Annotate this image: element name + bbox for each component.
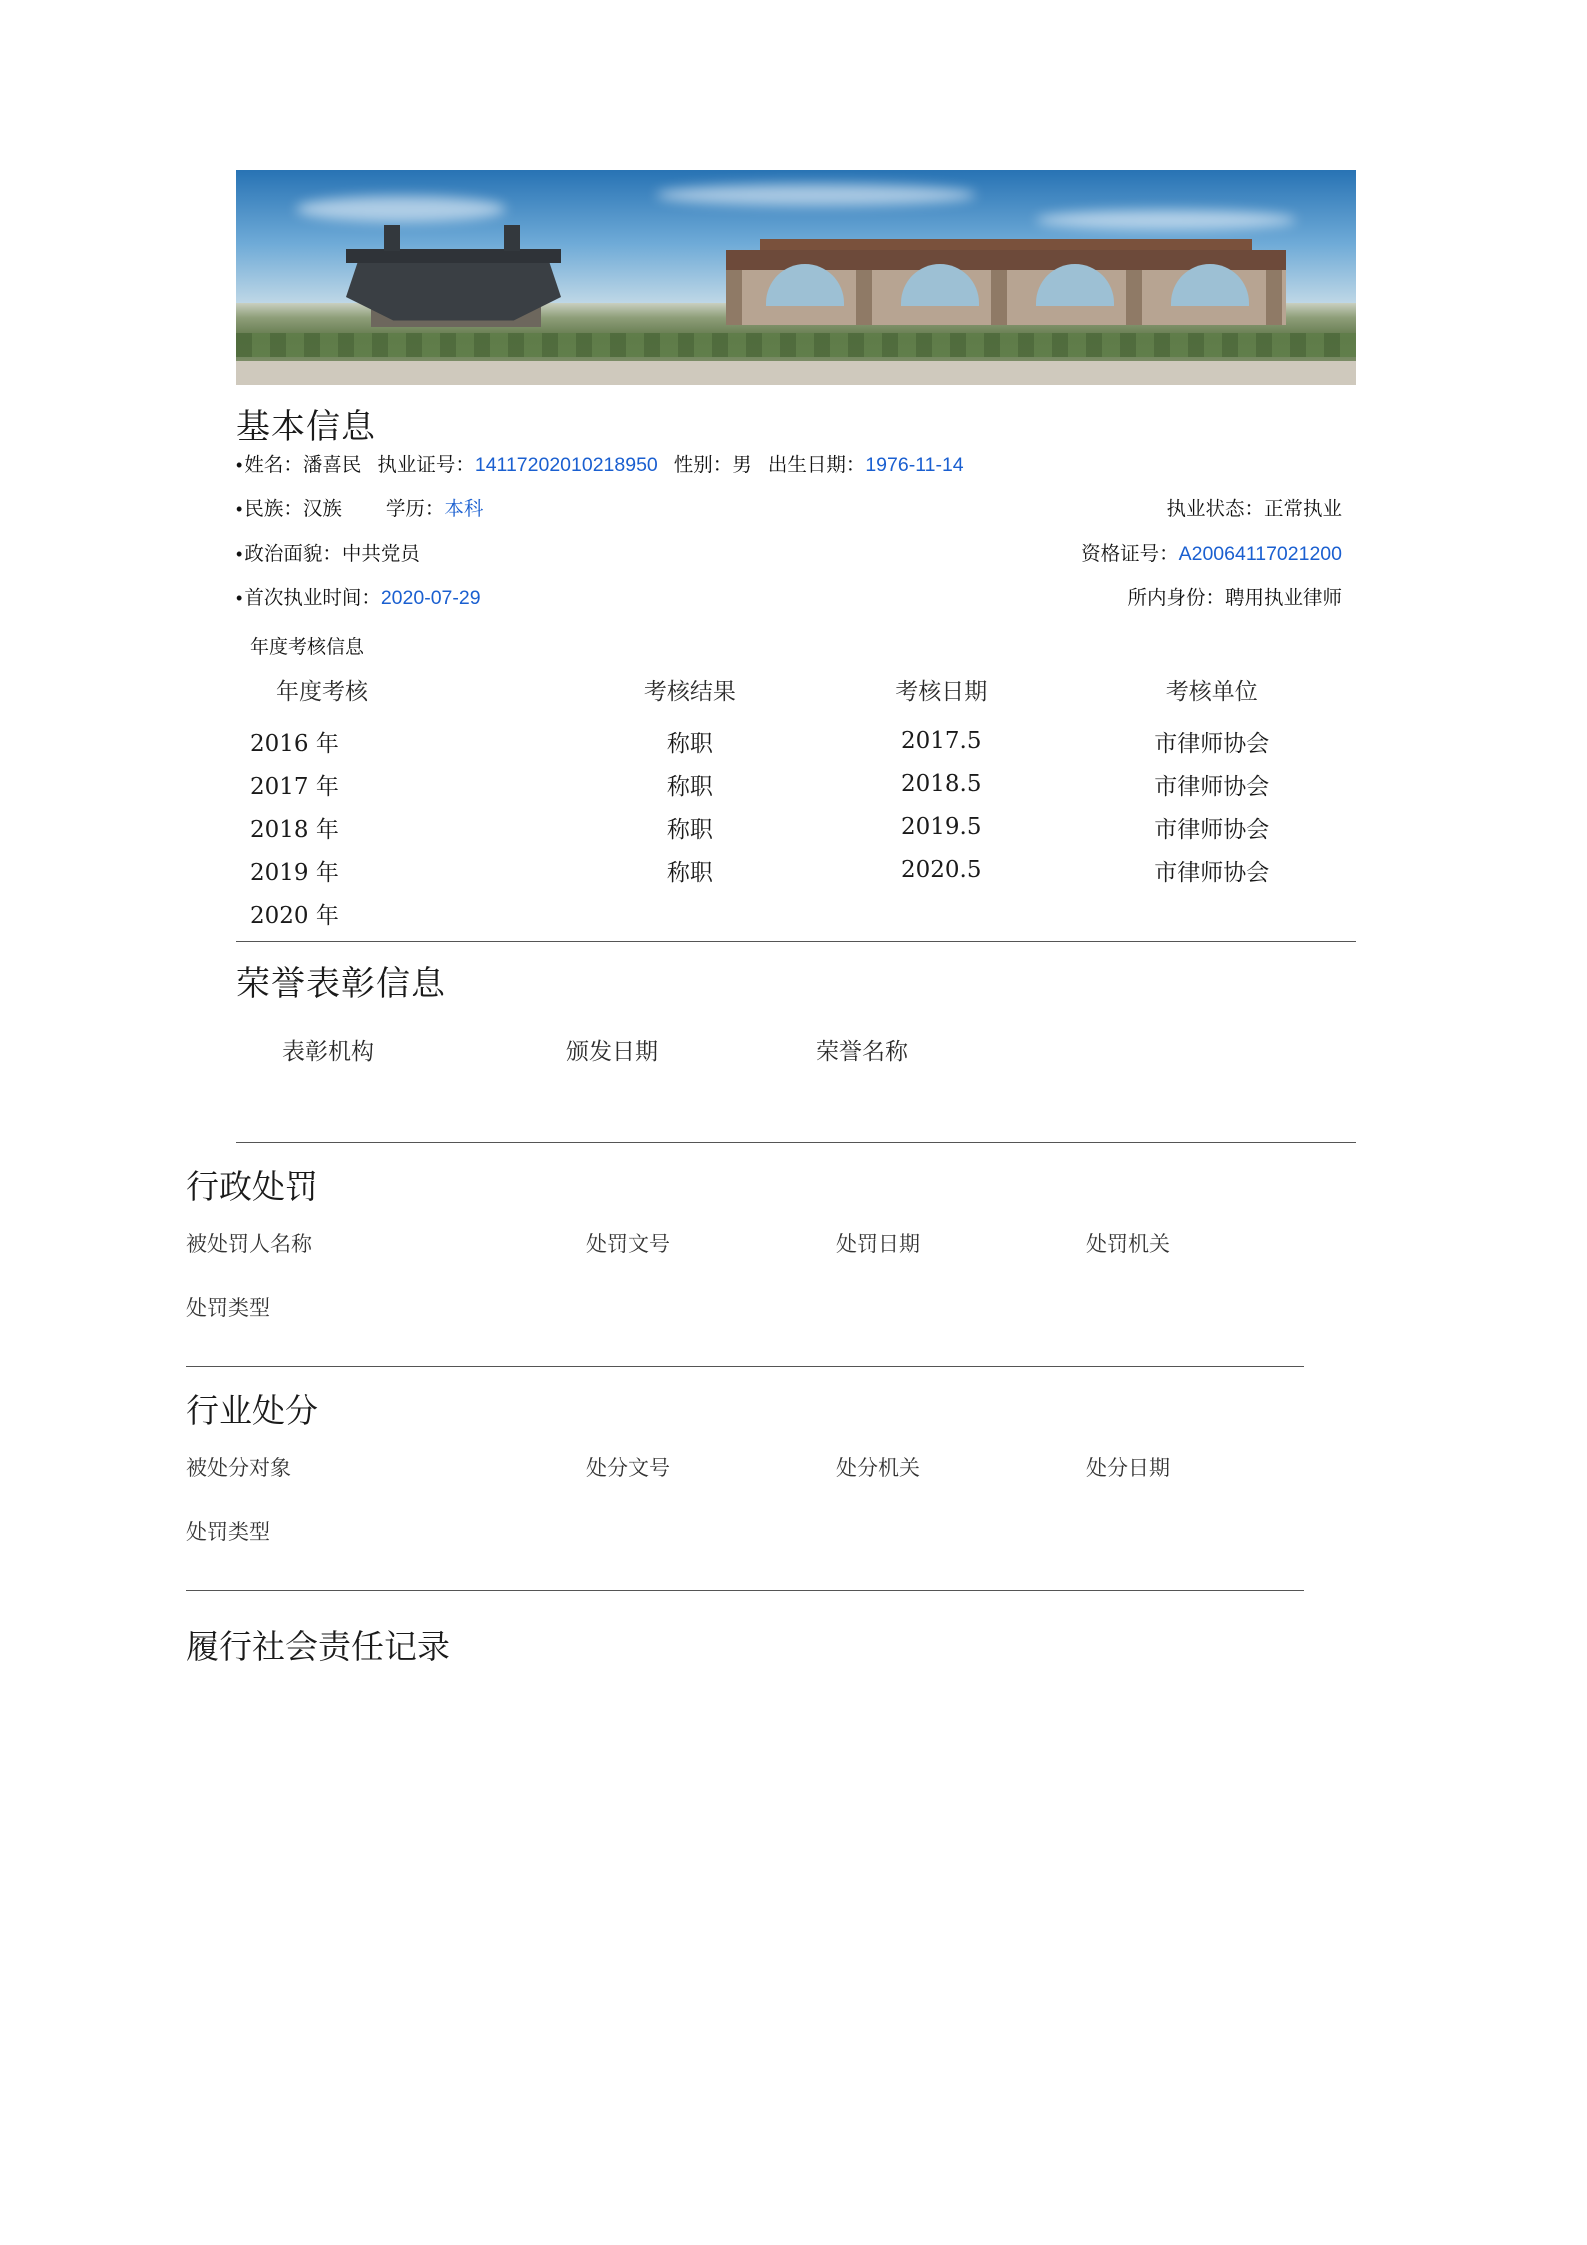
gate-pillar [1126,270,1142,325]
honor-table-divider [236,1142,1356,1143]
social-responsibility-title: 履行社会责任记录 [186,1626,450,1666]
gate-pillar [856,270,872,325]
cell-result: 称职 [666,859,713,886]
tree-line [236,333,1356,357]
industry-col-date: 处分日期 [1086,1456,1170,1480]
gate-pillar [1266,270,1282,325]
table-row [236,849,1356,892]
birth-value: 1976-11-14 [865,454,964,476]
status-label: 执业状态： [1166,498,1264,521]
cell-result [565,892,815,935]
honor-table-header [236,1011,1356,1066]
cloud-shape [296,196,506,222]
admin-penalty-type-header: 处罚类型 [186,1296,270,1320]
table-row [236,806,1356,849]
industry-penalty-header-row [186,1452,1366,1482]
nation-label: 民族： [244,498,303,521]
basic-info-title: 基本信息 [236,407,376,447]
industry-penalty-title: 行业处分 [186,1390,318,1430]
name-value: 潘喜民 [302,454,362,476]
annual-col-result: 考核结果 [643,678,736,705]
annual-review-table [236,665,1356,935]
cell-date: 2020.5 [901,857,982,884]
admin-col-date: 处罚日期 [836,1232,920,1256]
cell-unit: 市律师协会 [1154,730,1270,757]
gender-value: 男 [732,454,752,476]
cell-result: 称职 [666,773,713,800]
political-value: 中共党员 [341,542,420,565]
birth-label: 出生日期： [767,454,866,476]
cell-year: 2017 年 [250,773,339,800]
cell-unit: 市律师协会 [1154,816,1270,843]
annual-col-date: 考核日期 [895,678,988,705]
honor-table-body-empty [186,1066,1366,1136]
cell-year: 2020 年 [250,902,339,929]
annual-review-body [236,720,1356,935]
nation-value: 汉族 [302,498,342,521]
gate-pillar [991,270,1007,325]
cloud-shape [656,184,976,206]
cell-unit: 市律师协会 [1154,773,1270,800]
admin-penalty-section [186,1161,1366,1367]
status-value: 正常执业 [1263,498,1342,521]
first-practice-label: 首次执业时间： [244,587,381,610]
industry-col-authority: 处分机关 [836,1456,920,1480]
cell-result: 称职 [666,730,713,757]
first-practice-value: 2020-07-29 [380,587,481,610]
cell-date: 2019.5 [901,814,982,841]
qualification-group [1081,543,1366,565]
honor-section-title: 荣誉表彰信息 [236,963,446,1004]
basic-info-row-3 [236,543,1366,565]
admin-col-person: 被处罚人名称 [186,1232,312,1256]
honor-col-org: 表彰机构 [282,1038,374,1065]
admin-penalty-header-row [186,1228,1366,1258]
gateway-arches [726,250,1286,325]
table-header-row [236,665,1356,720]
identity-group [1127,587,1366,609]
name-label: 姓名： [244,454,303,476]
cell-date [815,892,1068,935]
cell-year: 2016 年 [250,730,339,757]
bullet-icon: • [236,588,243,609]
cell-result: 称职 [666,816,713,843]
cell-year: 2019 年 [250,859,339,886]
political-label: 政治面貌： [244,542,342,565]
road-strip [236,361,1356,385]
table-row [236,892,1356,935]
annual-col-unit: 考核单位 [1165,678,1258,705]
annual-review-head [236,665,1356,720]
identity-label: 所内身份： [1127,587,1225,610]
qualification-value: A20064117021200 [1178,542,1342,565]
industry-col-object: 被处分对象 [186,1456,291,1480]
education-value: 本科 [444,498,484,521]
honor-col-name: 荣誉名称 [816,1038,908,1065]
gate-pillar [726,270,742,325]
cloud-shape [1036,210,1296,230]
industry-penalty-divider [186,1590,1304,1591]
document-content [186,170,1366,1668]
license-value: 14117202010218950 [474,454,658,476]
monument-mast-icon [384,225,400,251]
honor-col-date: 颁发日期 [566,1038,658,1065]
identity-value: 聘用执业律师 [1224,587,1342,610]
cell-date: 2018.5 [901,771,982,798]
industry-col-docno: 处分文号 [586,1456,670,1480]
basic-info-row-1 [236,454,1366,476]
monument-mast-icon [504,225,520,251]
bullet-icon: • [236,455,243,475]
cell-unit: 市律师协会 [1154,859,1270,886]
basic-info-row-4 [236,587,1366,609]
table-row [236,720,1356,763]
status-group [1166,498,1366,520]
cell-date: 2017.5 [901,728,982,755]
annual-table-divider [236,941,1356,942]
monument-top-deck [346,249,561,263]
education-label: 学历： [385,498,445,521]
basic-info-block [236,454,1366,610]
admin-penalty-divider [186,1366,1304,1367]
admin-col-docno: 处罚文号 [586,1232,670,1256]
ship-monument [346,259,561,321]
annual-col-year: 年度考核 [276,678,368,705]
basic-info-row-2 [236,498,1366,520]
cell-year: 2018 年 [250,816,339,843]
header-banner-image [236,170,1356,385]
admin-penalty-title: 行政处罚 [186,1166,318,1206]
gender-label: 性别： [673,454,733,476]
admin-col-authority: 处罚机关 [1086,1232,1170,1256]
qualification-label: 资格证号： [1081,542,1179,565]
industry-penalty-section [186,1385,1366,1591]
annual-review-caption: 年度考核信息 [250,636,365,658]
industry-penalty-type-header: 处罚类型 [186,1520,270,1544]
license-label: 执业证号： [377,454,475,476]
bullet-icon: • [236,543,243,564]
table-row [236,763,1356,806]
bullet-icon: • [236,499,243,520]
cell-unit [1068,892,1357,935]
